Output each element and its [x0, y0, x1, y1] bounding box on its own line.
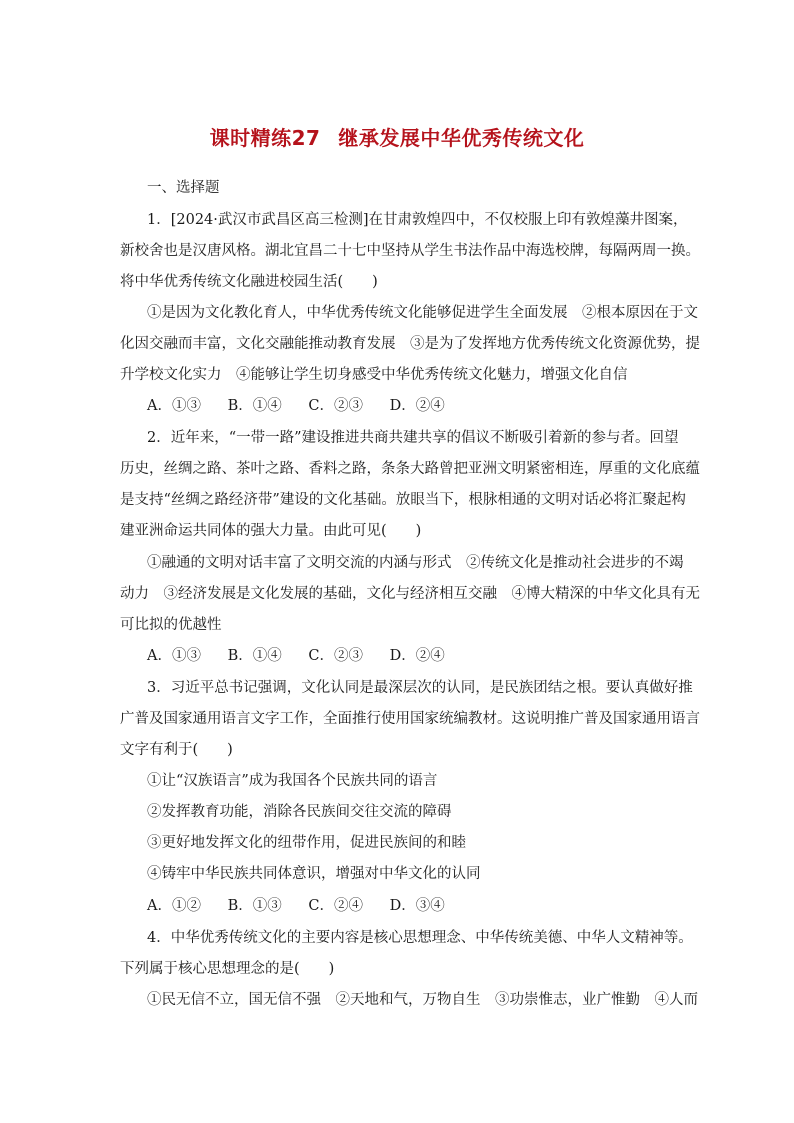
q3-statement-2: ②发挥教育功能，消除各民族间交往交流的障碍 [147, 804, 452, 820]
q1-line-2: 新校舍也是汉唐风格。湖北宜昌二十七中坚持从学生书法作品中海选校牌，每隔两周一换。 [120, 243, 700, 259]
q2-option-d: D．②④ [389, 648, 445, 664]
page-title [0, 122, 794, 151]
q4-statement-1: ①民无信不立，国无信不强 ②天地和气，万物自生 ③功崇惟志，业广惟勤 ④人而 [147, 992, 698, 1008]
q2-statement-3: 可比拟的优越性 [120, 617, 222, 633]
q1-option-a: A．①③ [147, 398, 201, 414]
q2-options [147, 646, 707, 666]
q1-options [147, 396, 707, 416]
title-main: 继承发展中华优秀传统文化 [338, 126, 585, 150]
q3-options [147, 896, 707, 916]
q4-line-2: 下列属于核心思想理念的是( ) [120, 961, 335, 977]
q1-option-c: C．②③ [308, 398, 363, 414]
q1-statement-1: ①是因为文化教化育人，中华优秀传统文化能够促进学生全面发展 ②根本原因在于文 [147, 305, 698, 321]
q2-option-c: C．②③ [308, 648, 363, 664]
section-heading: 一、选择题 [147, 180, 220, 196]
q2-statement-1: ①融通的文明对话丰富了文明交流的内涵与形式 ②传统文化是推动社会进步的不竭 [147, 555, 684, 571]
q1-statement-2: 化因交融而丰富，文化交融能推动教育发展 ③是为了发挥地方优秀传统文化资源优势，提 [120, 336, 700, 352]
q3-line-1: 3．习近平总书记强调，文化认同是最深层次的认同，是民族团结之根。要认真做好推 [147, 680, 693, 696]
q2-option-b: B．①④ [227, 648, 282, 664]
q1-option-d: D．②④ [389, 398, 445, 414]
q3-line-2: 广普及国家通用语言文字工作，全面推行使用国家统编教材。这说明推广普及国家通用语言 [120, 711, 700, 727]
q1-statement-3: 升学校文化实力 ④能够让学生切身感受中华优秀传统文化魅力，增强文化自信 [120, 367, 628, 383]
q2-option-a: A．①③ [147, 648, 201, 664]
q3-statement-1: ①让“汉族语言”成为我国各个民族共同的语言 [147, 773, 438, 789]
q1-line-3: 将中华优秀传统文化融进校园生活( ) [120, 274, 378, 290]
q3-option-b: B．①③ [227, 898, 282, 914]
q2-line-1: 2．近年来，“一带一路”建设推进共商共建共享的倡议不断吸引着新的参与者。回望 [147, 430, 679, 446]
q3-statement-3: ③更好地发挥文化的纽带作用，促进民族间的和睦 [147, 835, 466, 851]
q2-statement-2: 动力 ③经济发展是文化发展的基础，文化与经济相互交融 ④博大精深的中华文化具有无 [120, 586, 700, 602]
q3-option-d: D．③④ [389, 898, 445, 914]
q1-line-1: 1．[2024·武汉市武昌区高三检测]在甘肃敦煌四中，不仅校服上印有敦煌藻井图案， [147, 212, 688, 228]
q2-line-2: 历史，丝绸之路、茶叶之路、香料之路，条条大路曾把亚洲文明紧密相连，厚重的文化底蕴 [120, 461, 700, 477]
q3-statement-4: ④铸牢中华民族共同体意识，增强对中华文化的认同 [147, 866, 481, 882]
title-prefix: 课时精练27 [209, 126, 321, 150]
q2-line-3: 是支持“丝绸之路经济带”建设的文化基础。放眼当下，根脉相通的文明对话必将汇聚起构 [120, 492, 686, 508]
q2-line-4: 建亚洲命运共同体的强大力量。由此可见( ) [120, 523, 422, 539]
q4-line-1: 4．中华优秀传统文化的主要内容是核心思想理念、中华传统美德、中华人文精神等。 [147, 930, 693, 946]
q3-option-a: A．①② [147, 898, 201, 914]
q1-option-b: B．①④ [227, 398, 282, 414]
q3-line-3: 文字有利于( ) [120, 742, 233, 758]
q3-option-c: C．②④ [308, 898, 363, 914]
